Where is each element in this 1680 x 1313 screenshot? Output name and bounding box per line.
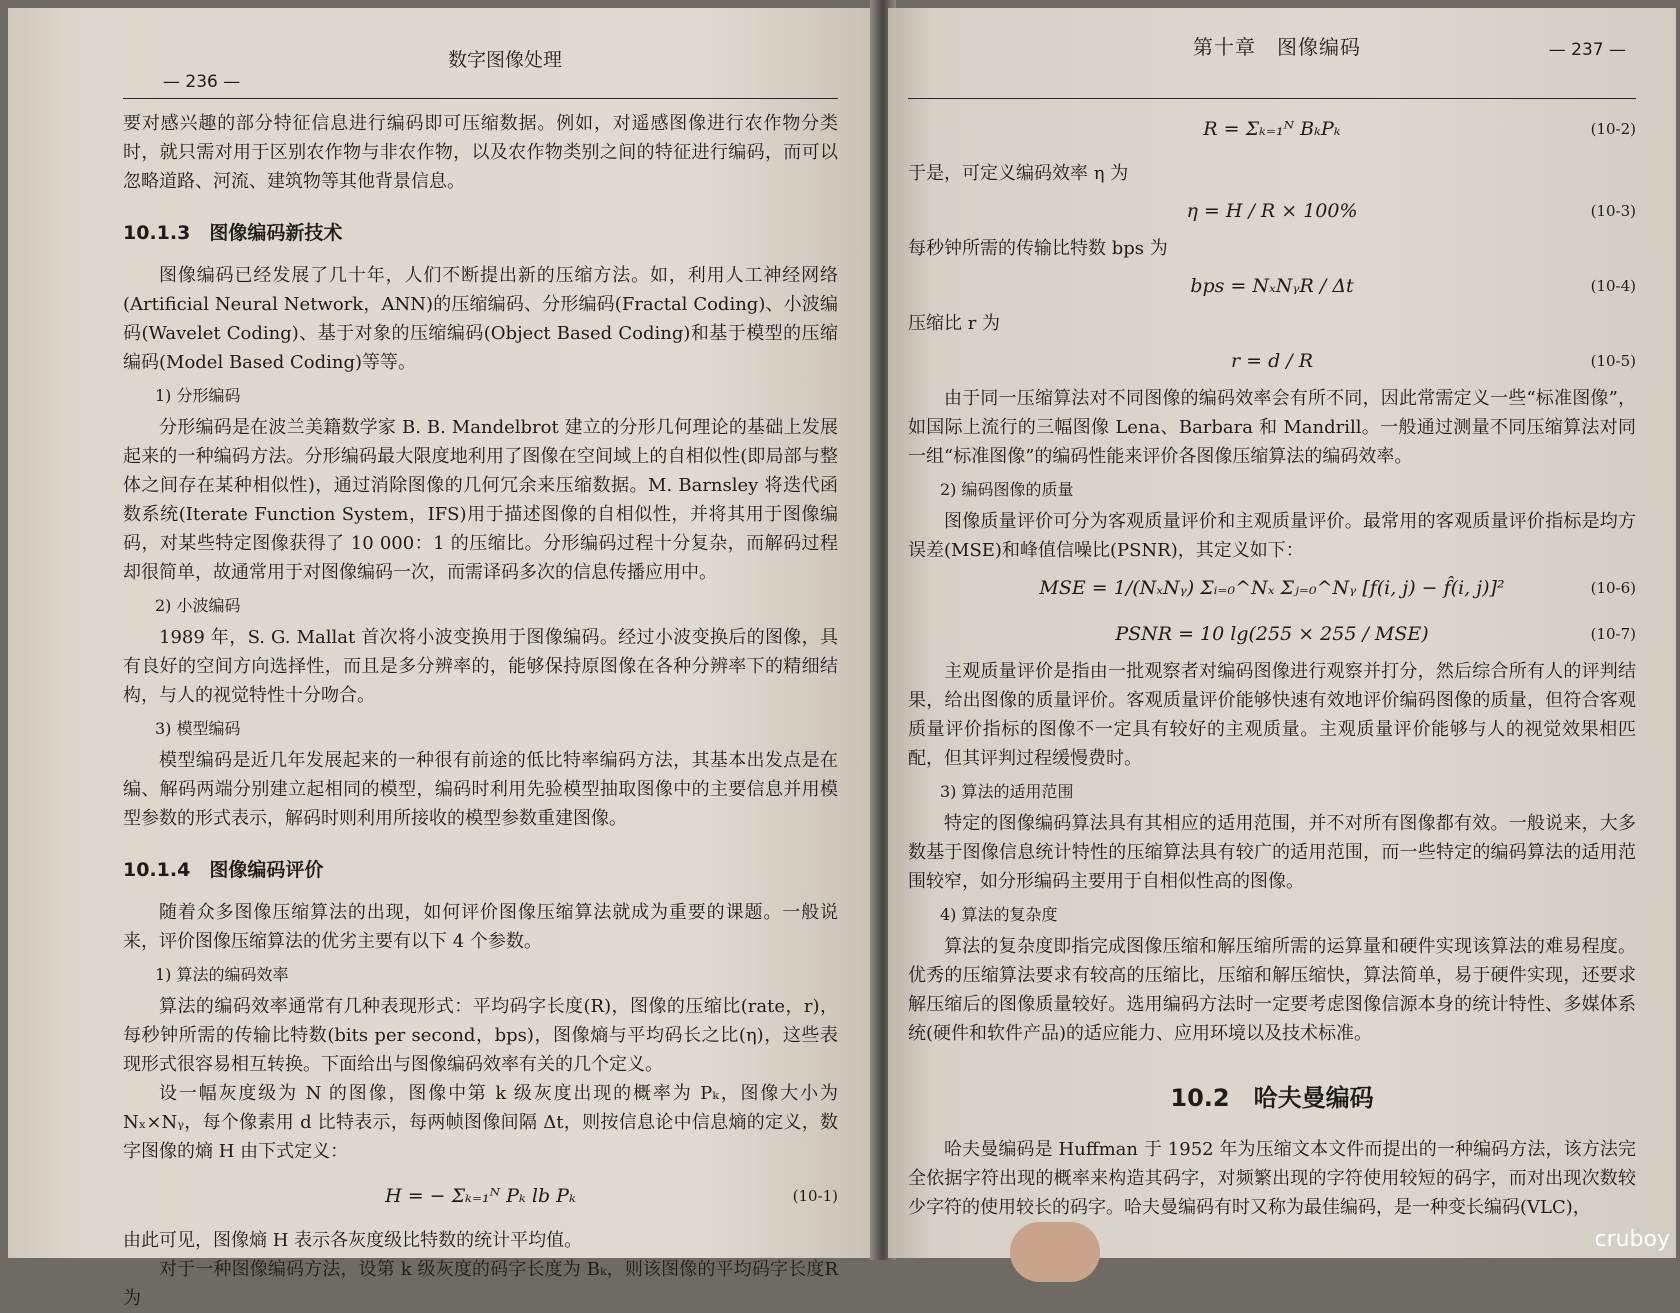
- equation-number: (10-2): [1590, 120, 1636, 138]
- right-page-header: [908, 8, 1636, 99]
- subsection-label: 2) 编码图像的质量: [940, 480, 1074, 499]
- equation: [908, 99, 1636, 159]
- equation-number: (10-6): [1590, 579, 1636, 597]
- equation-number: (10-3): [1590, 202, 1636, 220]
- paragraph: 主观质量评价是指由一批观察者对编码图像进行观察并打分，然后综合所有人的评判结果，给出图像的质量评价。客观质量评价能够快速有效地评价编码图像的质量，但符合客观质量评价指标的图像不一定具有较好的主观质量。主观质量评价能够与人的视觉效果相匹配，但其评判过程缓慢费时。: [908, 661, 1636, 769]
- chapter-heading: 10.2 哈夫曼编码: [1170, 1084, 1374, 1112]
- running-title: 第十章 图像编码: [1193, 35, 1361, 59]
- equation-number: (10-4): [1590, 277, 1636, 295]
- equation: [908, 338, 1636, 384]
- equation-number: (10-1): [792, 1187, 838, 1205]
- paragraph: 模型编码是近几年发展起来的一种很有前途的低比特率编码方法，其基本出发点是在编、解码两端分别建立起相同的模型，编码时利用先验模型抽取图像中的主要信息并用模型参数的形式表示，解码时则利用所接收的模型参数重建图像。: [123, 750, 838, 829]
- equation-number: (10-5): [1590, 352, 1636, 370]
- paragraph: 于是，可定义编码效率 η 为: [908, 163, 1129, 184]
- section-heading: 10.1.4 图像编码评价: [123, 859, 324, 881]
- page-number: — 237 —: [1548, 40, 1626, 60]
- subsection-label: 4) 算法的复杂度: [940, 905, 1058, 924]
- subsection-label: 3) 模型编码: [155, 719, 241, 738]
- equation: [908, 263, 1636, 309]
- paragraph: 由此可见，图像熵 H 表示各灰度级比特数的统计平均值。: [123, 1230, 583, 1251]
- paragraph: 压缩比 r 为: [908, 313, 1001, 334]
- page-number: — 236 —: [163, 72, 241, 92]
- equation-body: η = H / R × 100%: [1186, 200, 1358, 222]
- paragraph: 要对感兴趣的部分特征信息进行编码即可压缩数据。例如，对遥感图像进行农作物分类时，就只需对用于区别农作物与非农作物，以及农作物类别之间的特征进行编码，而可以忽略道路、河流、建筑物等其他背景信息。: [123, 113, 838, 192]
- equation-body: H = − Σₖ₌₁ᴺ Pₖ lb Pₖ: [385, 1185, 576, 1207]
- right-page: [888, 8, 1676, 1258]
- paragraph: 算法的复杂度即指完成图像压缩和解压缩所需的运算量和硬件实现该算法的难易程度。优秀的压缩算法要求有较高的压缩比，压缩和解压缩快，算法简单，易于硬件实现，还要求解压缩后的图像质量较好。选用编码方法时一定要考虑图像信源本身的统计特性、多媒体系统(硬件和软件产品)的适应能力、应用环境以及技术标准。: [908, 936, 1636, 1044]
- paragraph: 图像质量评价可分为客观质量评价和主观质量评价。最常用的客观质量评价指标是均方误差(MSE)和峰值信噪比(PSNR)，其定义如下：: [908, 511, 1636, 561]
- equation-body: r = d / R: [1230, 350, 1314, 372]
- equation: [123, 1166, 838, 1226]
- left-page: [8, 8, 878, 1309]
- equation-body: bps = NₓNᵧR / Δt: [1190, 275, 1354, 297]
- equation-body: MSE = 1/(NₓNᵧ) Σᵢ₌₀^Nₓ Σⱼ₌₀^Nᵧ [f(i, j) − f̂(i, j)]²: [1039, 577, 1505, 599]
- equation-number: (10-7): [1590, 625, 1636, 643]
- equation: [908, 565, 1636, 611]
- paragraph: 设一幅灰度级为 N 的图像，图像中第 k 级灰度出现的概率为 Pₖ，图像大小为 Nₓ×Nᵧ，每个像素用 d 比特表示，每两帧图像间隔 Δt，则按信息论中信息熵的定义，数字图像的熵 H 由下式定义：: [123, 1083, 838, 1162]
- running-title: 数字图像处理: [448, 49, 563, 71]
- equation-body: R = Σₖ₌₁ᴺ BₖPₖ: [1203, 118, 1341, 140]
- paragraph: 每秒钟所需的传输比特数 bps 为: [908, 238, 1168, 259]
- subsection-label: 2) 小波编码: [155, 596, 241, 615]
- paragraph: 图像编码已经发展了几十年，人们不断提出新的压缩方法。如，利用人工神经网络(Artificial Neural Network，ANN)的压缩编码、分形编码(Fractal Coding)、小波编码(Wavelet Coding)、基于对象的压缩编码(Object Based Coding)和基于模型的压缩编码(Model Based Coding)等等。: [123, 265, 838, 373]
- watermark: cruboy: [1594, 1227, 1670, 1252]
- finger-thumb: [1010, 1222, 1100, 1282]
- paragraph: 随着众多图像压缩算法的出现，如何评价图像压缩算法就成为重要的课题。一般说来，评价图像压缩算法的优劣主要有以下 4 个参数。: [123, 902, 838, 952]
- paragraph: 1989 年，S. G. Mallat 首次将小波变换用于图像编码。经过小波变换后的图像，具有良好的空间方向选择性，而且是多分辨率的，能够保持原图像在各种分辨率下的精细结构，与人的视觉特性十分吻合。: [123, 627, 838, 706]
- paragraph: 由于同一压缩算法对不同图像的编码效率会有所不同，因此常需定义一些“标准图像”，如国际上流行的三幅图像 Lena、Barbara 和 Mandrill。一般通过测量不同压缩算法对同一组“标准图像”的编码性能来评价各图像压缩算法的编码效率。: [908, 388, 1636, 467]
- paragraph: 特定的图像编码算法具有其相应的适用范围，并不对所有图像都有效。一般说来，大多数基于图像信息统计特性的压缩算法具有较广的适用范围，而一些特定的编码算法的适用范围较窄，如分形编码主要用于自相似性高的图像。: [908, 813, 1636, 892]
- section-heading: 10.1.3 图像编码新技术: [123, 222, 343, 244]
- paragraph: 算法的编码效率通常有几种表现形式：平均码字长度(R)，图像的压缩比(rate，r)，每秒钟所需的传输比特数(bits per second，bps)，图像熵与平均码长之比(η)，这些表现形式很容易相互转换。下面给出与图像编码效率有关的几个定义。: [123, 996, 838, 1075]
- paragraph: 哈夫曼编码是 Huffman 于 1952 年为压缩文本文件而提出的一种编码方法，该方法完全依据字符出现的概率来构造其码字，对频繁出现的字符使用较短的码字，而对出现次数较少字符的使用较长的码字。哈夫曼编码有时又称为最佳编码，是一种变长编码(VLC)，: [908, 1139, 1636, 1218]
- subsection-label: 1) 分形编码: [155, 386, 241, 405]
- equation: [908, 611, 1636, 657]
- subsection-label: 3) 算法的适用范围: [940, 782, 1074, 801]
- subsection-label: 1) 算法的编码效率: [155, 965, 289, 984]
- paragraph: 分形编码是在波兰美籍数学家 B. B. Mandelbrot 建立的分形几何理论的基础上发展起来的一种编码方法。分形编码最大限度地利用了图像在空间域上的自相似性(即局部与整体之间存在某种相似性)，通过消除图像的几何冗余来压缩数据。M. Barnsley 将迭代函数系统(Iterate Function System，IFS)用于描述图像的自相似性，并将其用于图像编码，对某些特定图像获得了 10 000：1 的压缩比。分形编码过程十分复杂，而解码过程却很简单，故通常用于对图像编码一次，而需译码多次的信息传播应用中。: [123, 417, 838, 583]
- equation: [908, 188, 1636, 234]
- left-page-header: [123, 8, 838, 99]
- equation-body: PSNR = 10 lg(255 × 255 / MSE): [1115, 623, 1429, 645]
- paragraph: 对于一种图像编码方法，设第 k 级灰度的码字长度为 Bₖ，则该图像的平均码字长度R为: [123, 1259, 838, 1309]
